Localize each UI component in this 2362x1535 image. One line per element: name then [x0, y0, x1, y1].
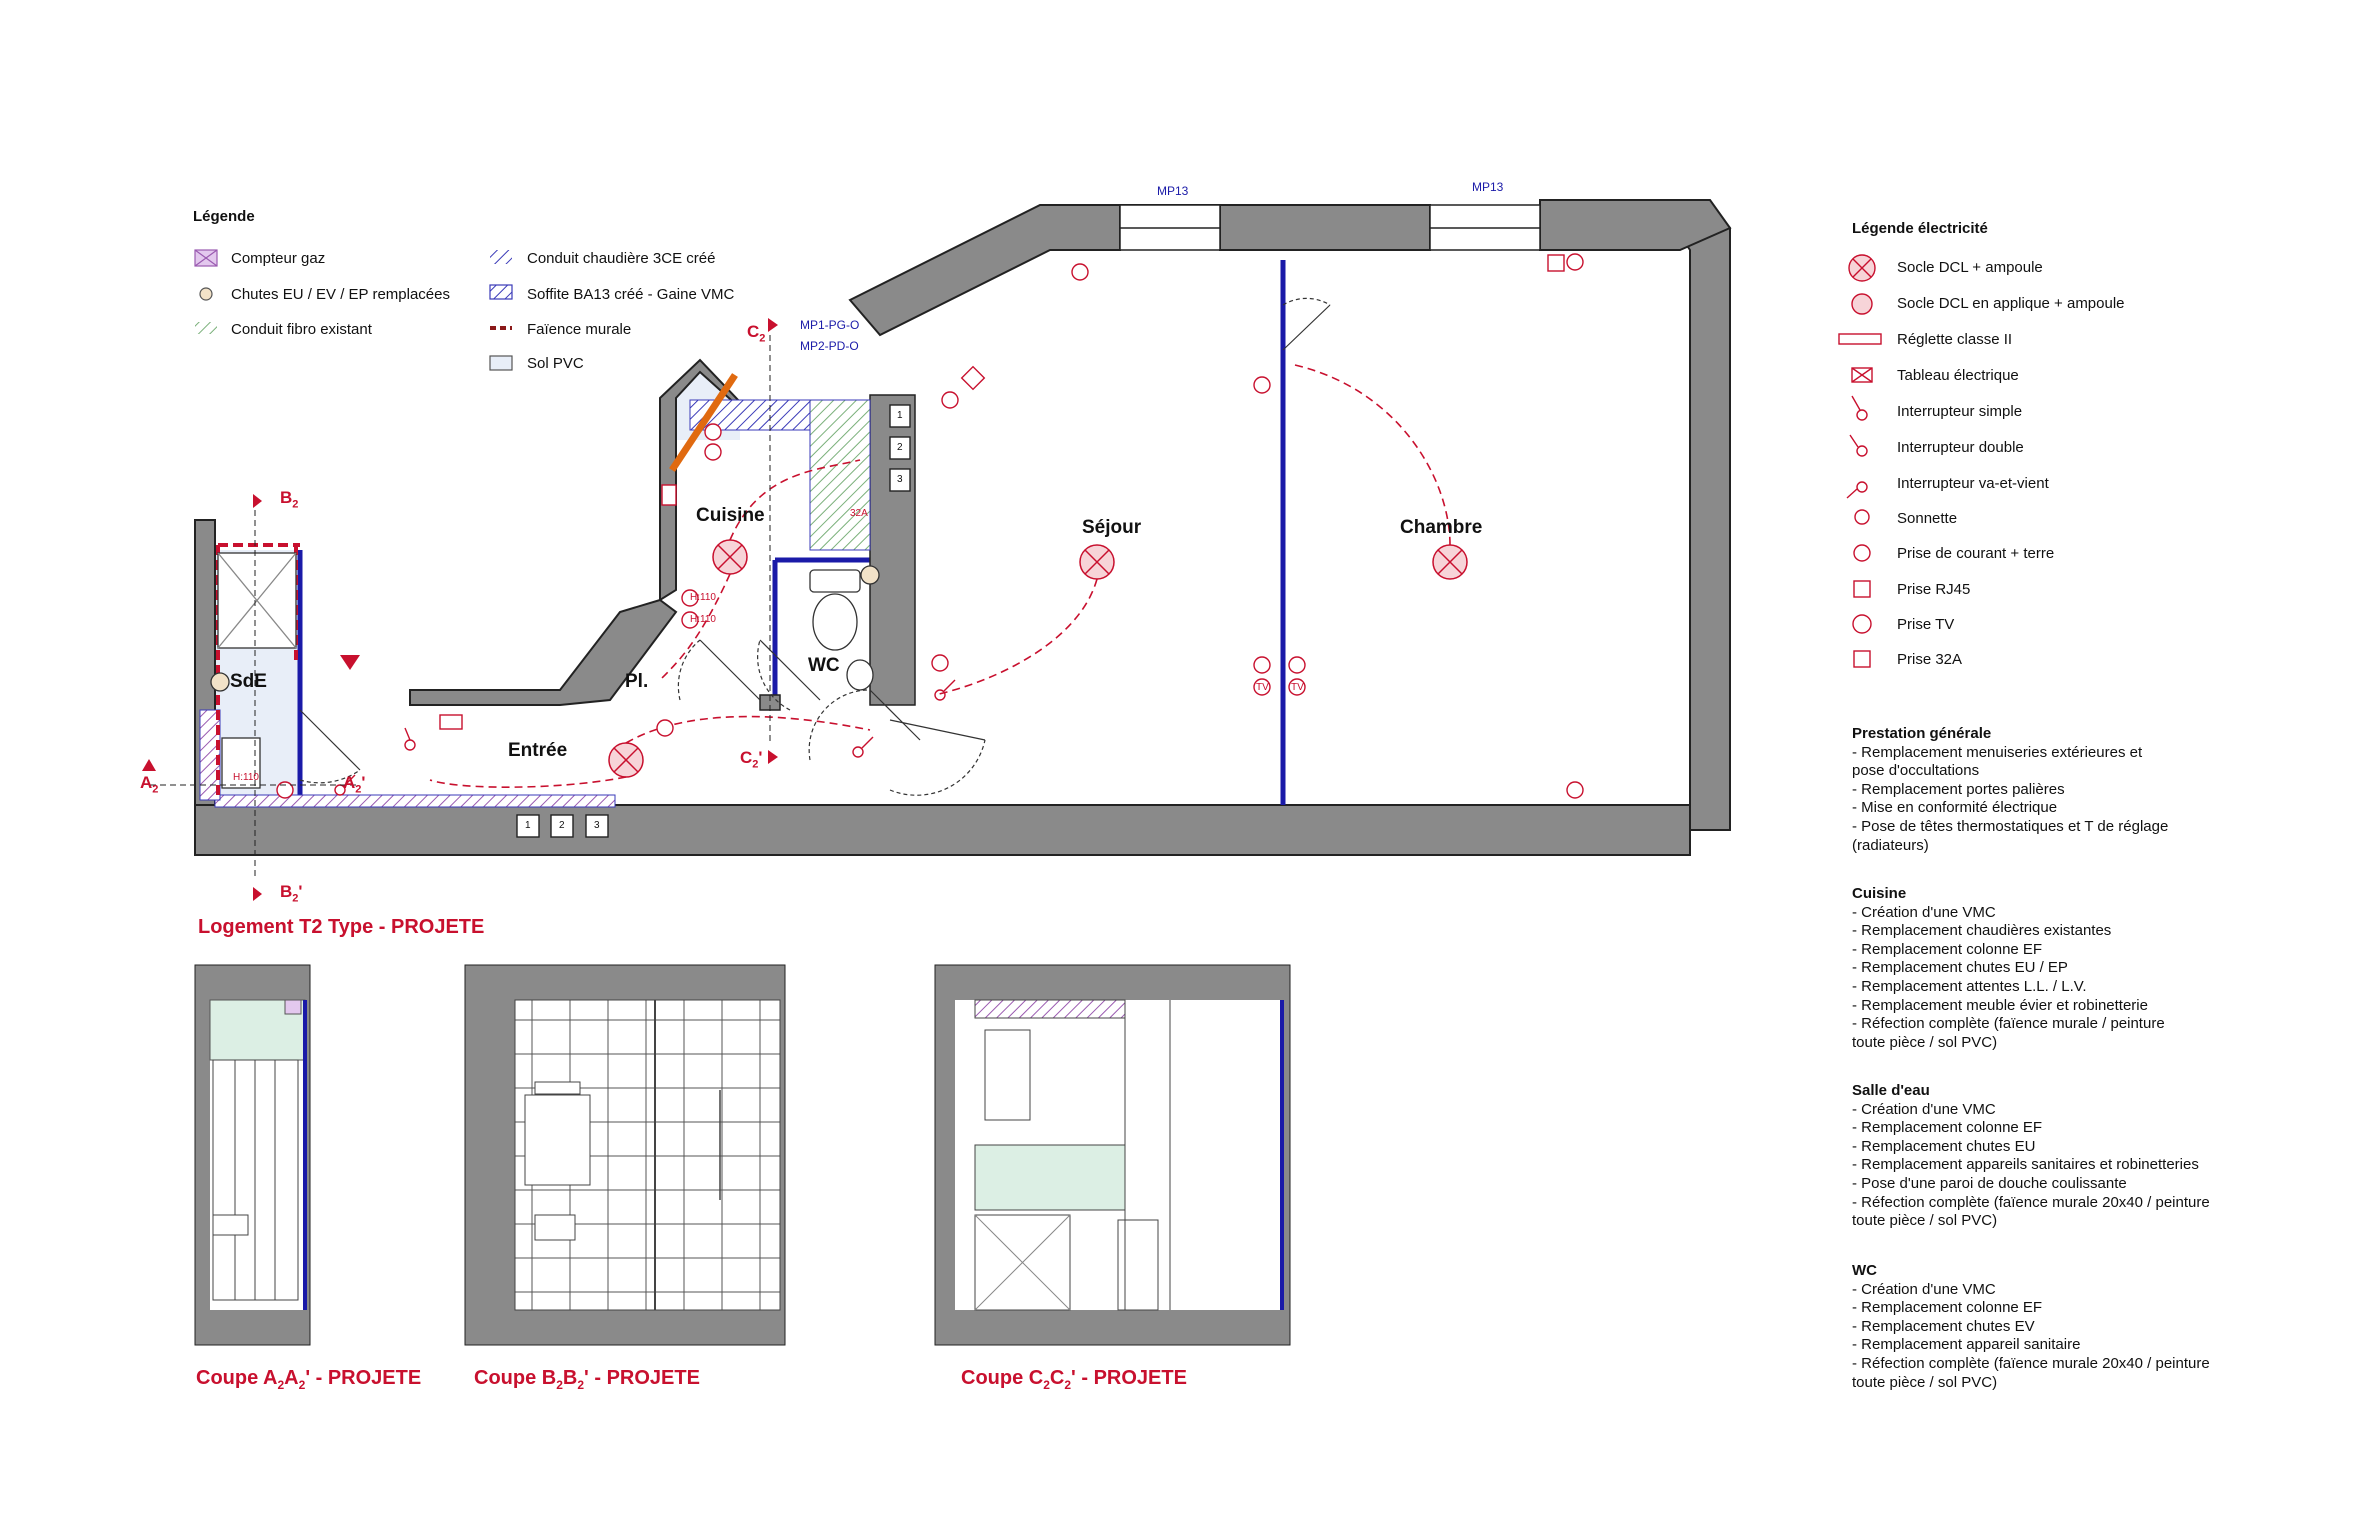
section-mark-b2p [280, 882, 302, 904]
section-c-title-mid: C [1049, 1367, 1065, 1389]
section-mark-c2-letter: C [747, 322, 760, 341]
section-a-title-sub2: 2 [298, 1378, 306, 1392]
legend-item-faience: Faïence murale [527, 321, 632, 338]
prestation-wc-block [1852, 1262, 2252, 1392]
section-mark-a2-letter: A [140, 773, 153, 792]
section-b-title-sub2: 2 [577, 1378, 585, 1392]
elec-legend-item-va-et-vient: Interrupteur va-et-vient [1897, 475, 2049, 492]
section-b-title-post: ' - PROJETE [584, 1367, 700, 1389]
prestation-wc-title: WC [1852, 1262, 1877, 1279]
section-mark-c2p [740, 748, 762, 770]
room-sde: SdE [230, 671, 267, 692]
section-a-title-post: ' - PROJETE [305, 1367, 422, 1389]
dcl-crosses [614, 545, 1462, 772]
section-mark-b2p-letter: B [280, 882, 293, 901]
plan-title: Logement T2 Type - PROJETE [198, 916, 485, 938]
prestation-salle-eau-line: - Pose d'une paroi de douche coulissante [1852, 1174, 2127, 1192]
section-mark-b2-letter: B [280, 488, 293, 507]
prestation-generale-block [1852, 725, 2252, 855]
prestation-salle-eau-line: toute pièce / sol PVC) [1852, 1212, 1998, 1230]
prestation-salle-eau-line: - Création d'une VMC [1852, 1100, 1996, 1118]
section-mark-c2p-letter: C [740, 748, 753, 767]
prestation-salle-eau-line: - Remplacement colonne EF [1852, 1119, 2043, 1137]
prestation-salle-eau-line: - Réfection complète (faïence murale 20x40 / peinture [1852, 1193, 2210, 1211]
box-num-1b: 1 [525, 820, 531, 831]
prestation-cuisine-title: Cuisine [1852, 885, 1907, 902]
section-a-title-mid: A [284, 1367, 299, 1389]
prestation-wc-line: - Remplacement chutes EV [1852, 1317, 2035, 1335]
prestation-generale-line: - Pose de têtes thermostatiques et T de réglage [1852, 817, 2169, 835]
tv-label-1: TV [1256, 682, 1269, 693]
prestation-cuisine-line: - Remplacement meuble évier et robinetterie [1852, 996, 2148, 1014]
legend-title: Légende [193, 208, 255, 225]
section-a-title-pre: Coupe A [196, 1367, 278, 1389]
section-c-title-post: ' - PROJETE [1071, 1367, 1187, 1389]
box-num-2a: 2 [897, 442, 903, 453]
section-mark-b2 [280, 488, 298, 510]
prestation-cuisine-line: - Remplacement chaudières existantes [1852, 922, 2112, 940]
elec-legend-item-prise-courant: Prise de courant + terre [1897, 545, 2055, 562]
section-mark-a2p-sub: 2 [355, 783, 362, 796]
section-a-title [196, 1367, 421, 1392]
prestation-wc-line: - Création d'une VMC [1852, 1280, 1996, 1298]
prestation-salle-eau-title: Salle d'eau [1852, 1082, 1930, 1099]
section-b-title-mid: B [562, 1367, 578, 1389]
prestation-generale-line: (radiateurs) [1852, 836, 1929, 854]
prestation-cuisine-line: - Remplacement chutes EU / EP [1852, 959, 2068, 977]
elec-legend-title: Légende électricité [1852, 220, 1988, 237]
height-label-1: H:110 [690, 592, 716, 603]
elec-legend-item-tv: Prise TV [1897, 616, 1955, 633]
elec-legend-item-32a: Prise 32A [1897, 651, 1963, 668]
legend-item-soffite: Soffite BA13 créé - Gaine VMC [527, 286, 735, 303]
prestation-salle-eau-line: - Remplacement chutes EU [1852, 1137, 2036, 1155]
room-sejour: Séjour [1082, 517, 1142, 538]
prestation-cuisine-block [1852, 885, 2252, 1052]
prestation-wc-line: - Réfection complète (faïence murale 20x40 / peinture [1852, 1354, 2210, 1372]
box-num-1a: 1 [897, 410, 903, 421]
dcl-symbols [609, 540, 1467, 777]
window-label-2: MP13 [1472, 180, 1504, 194]
section-a [195, 965, 310, 1345]
section-mark-a2 [140, 773, 158, 795]
prestation-generale-title: Prestation générale [1852, 725, 1992, 742]
elec-legend-item-sonnette: Sonnette [1897, 510, 1958, 527]
prestation-cuisine-line: - Remplacement attentes L.L. / L.V. [1852, 977, 2087, 995]
legend-symbols [195, 250, 512, 370]
section-b-title [474, 1367, 700, 1392]
section-mark-c2p-sub: 2 [752, 758, 759, 771]
section-b [465, 965, 785, 1345]
section-mark-a2p [343, 773, 365, 795]
prestation-cuisine-line: - Réfection complète (faïence murale / peinture [1852, 1015, 2165, 1033]
prestation-wc-line: - Remplacement colonne EF [1852, 1299, 2043, 1317]
section-a-title-sub1: 2 [277, 1378, 285, 1392]
elec-legend-item-reglette: Réglette classe II [1897, 331, 2013, 348]
section-mark-a2p-letter: A [343, 773, 356, 792]
elec-legend-item-rj45: Prise RJ45 [1897, 581, 1971, 598]
prestation-wc-line: - Remplacement appareil sanitaire [1852, 1336, 2081, 1354]
elec-legend-item-interrupteur-simple: Interrupteur simple [1897, 403, 2023, 420]
elec-legend-item-interrupteur-double: Interrupteur double [1897, 439, 2024, 456]
prestation-salle-eau-block [1852, 1082, 2252, 1231]
prestation-wc-line: toute pièce / sol PVC) [1852, 1373, 1998, 1391]
legend-item-conduit-chaudiere: Conduit chaudière 3CE créé [527, 250, 716, 267]
section-mark-a2p-prime: ' [361, 773, 366, 792]
box-num-3a: 3 [897, 474, 903, 485]
section-mark-b2-sub: 2 [292, 498, 299, 511]
room-placard: Pl. [625, 671, 649, 692]
section-mark-c2-sub: 2 [759, 332, 766, 345]
section-mark-c2 [747, 322, 765, 344]
legend-item-chutes: Chutes EU / EV / EP remplacées [231, 286, 450, 303]
room-cuisine: Cuisine [696, 505, 765, 526]
section-c-title [961, 1367, 1187, 1392]
height-label-2: H:110 [690, 614, 716, 625]
window-label-mp1: MP1-PG-O [800, 318, 860, 332]
prestation-cuisine-line: toute pièce / sol PVC) [1852, 1033, 1998, 1051]
box-num-2b: 2 [559, 820, 565, 831]
room-chambre: Chambre [1400, 517, 1483, 538]
legend-item-conduit-fibro: Conduit fibro existant [231, 321, 372, 338]
elec-legend-item-dcl-applique: Socle DCL en applique + ampoule [1897, 295, 2125, 312]
height-label-3: H:110 [233, 772, 259, 783]
plug-32a-label: 32A [850, 508, 868, 519]
prestation-generale-line: - Mise en conformité électrique [1852, 799, 2058, 817]
section-mark-a2-sub: 2 [152, 783, 159, 796]
room-wc: WC [808, 655, 840, 676]
room-entree: Entrée [508, 740, 568, 761]
section-c-title-sub2: 2 [1064, 1378, 1072, 1392]
section-mark-c2p-prime: ' [758, 748, 763, 767]
window-label-1: MP13 [1157, 184, 1189, 198]
legend-item-compteur-gaz: Compteur gaz [231, 250, 326, 267]
section-c-title-sub1: 2 [1043, 1378, 1050, 1392]
prestation-cuisine-line: - Remplacement colonne EF [1852, 940, 2043, 958]
section-b-title-sub1: 2 [556, 1378, 563, 1392]
tv-label-2: TV [1291, 682, 1304, 693]
section-b-title-pre: Coupe B [474, 1367, 557, 1389]
elec-legend-item-dcl: Socle DCL + ampoule [1897, 259, 2043, 276]
prestation-generale-line: pose d'occultations [1852, 762, 1980, 780]
elec-legend-item-tableau: Tableau électrique [1897, 367, 2019, 384]
legend-item-sol-pvc: Sol PVC [527, 355, 584, 372]
section-c [935, 965, 1290, 1345]
prestation-cuisine-line: - Création d'une VMC [1852, 903, 1996, 921]
section-mark-b2p-sub: 2 [292, 892, 299, 905]
prestation-generale-line: - Remplacement menuiseries extérieures et [1852, 743, 2143, 761]
prestation-generale-line: - Remplacement portes palières [1852, 780, 2065, 798]
elec-legend-symbols [1839, 255, 1881, 667]
prestation-salle-eau-line: - Remplacement appareils sanitaires et robinetteries [1852, 1156, 2199, 1174]
window-label-mp2: MP2-PD-O [800, 339, 859, 353]
box-num-3b: 3 [594, 820, 600, 831]
section-c-title-pre: Coupe C [961, 1367, 1044, 1389]
section-mark-b2p-prime: ' [298, 882, 303, 901]
